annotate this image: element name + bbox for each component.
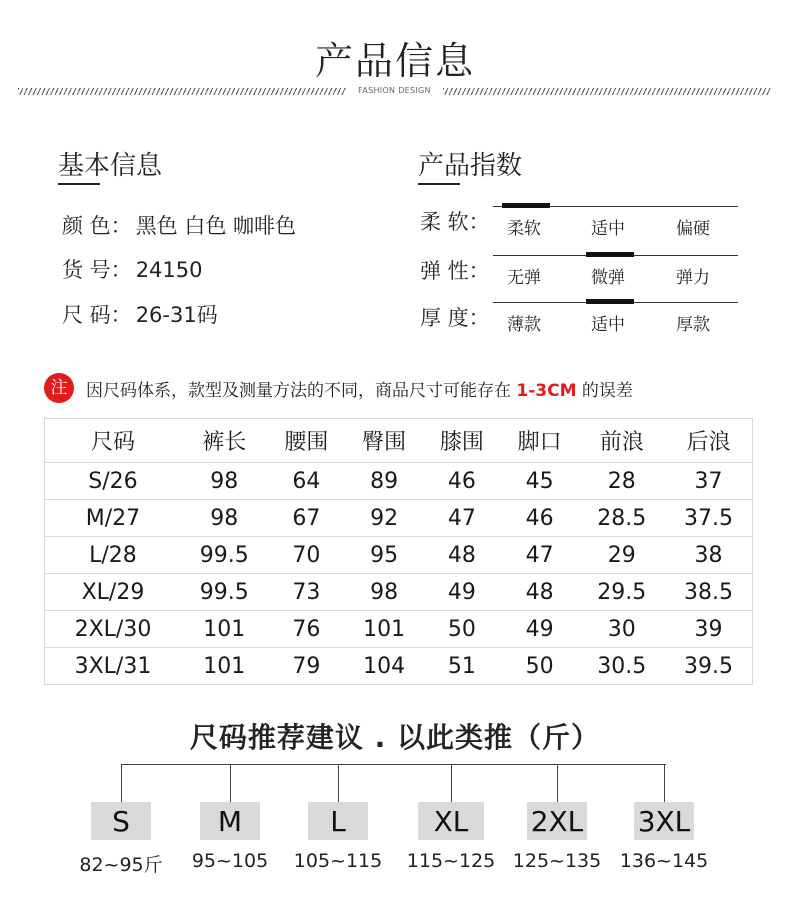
table-cell: 37 [665, 463, 753, 500]
weight-range: 125~135 [512, 850, 602, 872]
table-cell: 99.5 [181, 574, 268, 611]
table-row [45, 648, 753, 685]
index-selected-marker [502, 203, 550, 208]
size-box: 2XL [527, 802, 587, 840]
weight-range: 95~105 [191, 850, 269, 872]
table-row [45, 537, 753, 574]
recommendation-tick [230, 764, 231, 802]
table-cell: 30.5 [578, 648, 665, 685]
table-cell: 47 [501, 537, 579, 574]
table-cell: 3XL/31 [45, 648, 181, 685]
size-table-header-row [45, 419, 753, 463]
table-cell: 79 [267, 648, 345, 685]
table-cell: 46 [501, 500, 579, 537]
hatch-divider-left [18, 88, 346, 95]
product-index-heading [418, 145, 522, 182]
table-cell: 37.5 [665, 500, 753, 537]
table-cell: 73 [267, 574, 345, 611]
table-cell: M/27 [45, 500, 181, 537]
table-cell: 30 [578, 611, 665, 648]
table-cell: 29.5 [578, 574, 665, 611]
info-row-color [62, 210, 296, 240]
fashion-design-label: FASHION DESIGN [358, 86, 431, 95]
info-key: 尺 码： [62, 303, 132, 327]
basic-info-heading [58, 145, 162, 182]
table-row [45, 574, 753, 611]
table-cell: 28 [578, 463, 665, 500]
table-cell: 29 [578, 537, 665, 574]
size-box: S [91, 802, 151, 840]
table-cell: 50 [501, 648, 579, 685]
info-value: 26-31码 [135, 303, 218, 327]
index-label: 厚 度： [420, 306, 490, 330]
table-header-cell: 脚口 [501, 419, 579, 463]
weight-range: 136~145 [619, 850, 709, 872]
size-box: L [308, 802, 368, 840]
table-cell: 51 [423, 648, 501, 685]
table-cell: 38.5 [665, 574, 753, 611]
product-index-heading-text: 产品指数 [418, 151, 523, 181]
index-option: 柔软 [507, 219, 541, 239]
recommendation-tick [451, 764, 452, 802]
size-box: 3XL [634, 802, 694, 840]
index-selected-marker [586, 252, 634, 257]
table-cell: 95 [345, 537, 423, 574]
table-cell: XL/29 [45, 574, 181, 611]
index-selected-marker [586, 299, 634, 304]
table-cell: 46 [423, 463, 501, 500]
table-cell: 92 [345, 500, 423, 537]
table-cell: S/26 [45, 463, 181, 500]
table-cell: 28.5 [578, 500, 665, 537]
index-option: 无弹 [507, 268, 541, 288]
note-text-after: 的误差 [581, 381, 633, 401]
table-cell: 101 [181, 611, 268, 648]
table-cell: 64 [267, 463, 345, 500]
table-cell: 49 [501, 611, 579, 648]
index-label: 柔 软： [420, 210, 490, 234]
size-box: XL [418, 802, 484, 840]
index-option: 偏硬 [676, 219, 710, 239]
weight-range: 115~125 [406, 850, 496, 872]
table-cell: 98 [181, 463, 268, 500]
info-value: 24150 [135, 258, 203, 282]
recommendation-tick [121, 764, 122, 802]
table-cell: 99.5 [181, 537, 268, 574]
table-cell: 50 [423, 611, 501, 648]
table-header-cell: 尺码 [45, 419, 181, 463]
table-header-cell: 腰围 [267, 419, 345, 463]
table-header-cell: 膝围 [423, 419, 501, 463]
table-cell: 48 [501, 574, 579, 611]
index-option: 微弹 [591, 268, 625, 288]
table-row [45, 611, 753, 648]
page-title: 产品信息 [314, 39, 475, 83]
size-box: M [200, 802, 260, 840]
table-cell: 89 [345, 463, 423, 500]
table-cell: 67 [267, 500, 345, 537]
weight-range: 105~115 [293, 850, 383, 872]
size-recommendation-title: 尺码推荐建议 . 以此类推（斤） [189, 721, 601, 754]
info-row-size [62, 299, 218, 329]
table-cell: 39 [665, 611, 753, 648]
product-index-underline [418, 183, 460, 185]
table-cell: 104 [345, 648, 423, 685]
note-text [86, 376, 633, 401]
size-table [44, 418, 753, 685]
weight-range: 82~95斤 [79, 854, 163, 876]
table-header-cell: 前浪 [578, 419, 665, 463]
info-value: 黑色 白色 咖啡色 [135, 214, 297, 238]
recommendation-bracket-line [121, 764, 666, 765]
note-highlight: 1-3CM [516, 381, 577, 401]
index-option: 厚款 [676, 315, 710, 335]
table-cell: 49 [423, 574, 501, 611]
note-text-before: 因尺码体系，款型及测量方法的不同，商品尺寸可能存在 [86, 381, 511, 401]
table-cell: 98 [345, 574, 423, 611]
table-cell: 101 [345, 611, 423, 648]
table-cell: 98 [181, 500, 268, 537]
table-row [45, 500, 753, 537]
index-label: 弹 性： [420, 259, 490, 283]
hatch-divider-right [443, 88, 771, 95]
table-cell: 45 [501, 463, 579, 500]
info-row-sku [62, 254, 203, 284]
table-cell: 2XL/30 [45, 611, 181, 648]
recommendation-tick [557, 764, 558, 802]
table-header-cell: 臀围 [345, 419, 423, 463]
basic-info-heading-text: 基本信息 [58, 151, 163, 181]
recommendation-tick [338, 764, 339, 802]
table-cell: 76 [267, 611, 345, 648]
table-cell: 38 [665, 537, 753, 574]
note-badge: 注 [44, 373, 74, 403]
table-row [45, 463, 753, 500]
info-key: 颜 色： [62, 214, 132, 238]
index-option: 薄款 [507, 315, 541, 335]
table-cell: 101 [181, 648, 268, 685]
table-cell: 48 [423, 537, 501, 574]
index-option: 弹力 [676, 268, 710, 288]
basic-info-underline [58, 183, 100, 185]
table-cell: L/28 [45, 537, 181, 574]
table-cell: 39.5 [665, 648, 753, 685]
index-option: 适中 [591, 219, 625, 239]
table-header-cell: 裤长 [181, 419, 268, 463]
size-table-body [45, 463, 753, 685]
recommendation-tick [664, 764, 665, 802]
table-header-cell: 后浪 [665, 419, 753, 463]
index-option: 适中 [591, 315, 625, 335]
info-key: 货 号： [62, 258, 132, 282]
table-cell: 70 [267, 537, 345, 574]
table-cell: 47 [423, 500, 501, 537]
